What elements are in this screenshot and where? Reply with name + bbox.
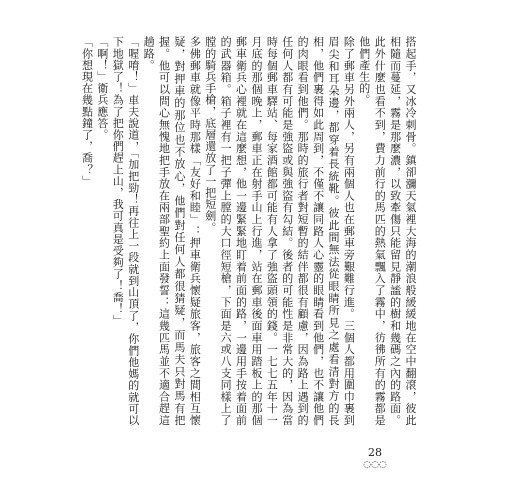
paragraph: 「喔唷！」車夫說道，「加把勁！再往上一段就到山頂了，你們他媽的就可以下地獄了！為了把你們趕上山，我可真是受夠了！喬！」	[111, 36, 140, 426]
body-text	[80, 36, 418, 426]
paragraph: 「你想現在幾點鐘了，喬？」	[80, 36, 94, 187]
paragraph: 搭起手，又冰冷刺骨。鎮卻瀰天氣裡大海的潮浪般緩緩地在空中翻滾，彼此相隨而蔓延，霧是那麼濃，以致牽傷只能留見靜謐的樹和幾碼之內的路面。此外什麼也看不到，費力前行的馬匹的熱氣飄入了霧中，彷彿所有的霧都是他們產生的。	[357, 36, 417, 426]
page-number: 28	[368, 446, 382, 459]
paragraph: 「啊！」衛兵應答。	[95, 36, 109, 141]
paragraph: 多佛郵車就像平時那樣「友好和睦」：押車衛兵懷疑旅客，旅客之間相互懷疑，對押車的那位也不放心，他們對任何人都很猜疑，而馬夫只對馬有把握。他可以問心無愧地把手放在兩部聖約上面發誓：這幾匹馬並不適合趕這趟路。	[142, 36, 202, 426]
page-footer	[355, 446, 395, 476]
ornament-icon: ◌◌◌	[363, 460, 387, 470]
paragraph: 除了郵車另外兩人，另有兩個人也在郵車旁艱難行進。三個人都用圍巾裹到眉尖和耳朵邊，都穿着長統靴。彼此間無法從眼睛所見之處看清對方的長相，他們裹得如此周到，不僅不讓同路人心靈的眼睛看到他們，也不讓他們的肉眼看到他們。那時的旅行者對短暫的結伴都很有顧慮，因為路上遇到的任何人都有可能是強盜或與強盜有勾結。後者的可能性是非常大的，因為當時每個郵車驛站、每家酒館都可能有人拿了強盜頭領的錢。一七七五年十一月底的那個晚上，郵車正在射手山上行進，站在郵車後面車用踏板上的那個郵車衛兵心裡就在這麼想，他一邊緊緊地盯着前面的路，一邊用手按着面前的武器箱。箱子裡有一把子彈上膛的大口徑短槍，下面是六或八支同樣上了膛的騎兵手槍，底層還放了一把短劍。	[203, 36, 356, 426]
